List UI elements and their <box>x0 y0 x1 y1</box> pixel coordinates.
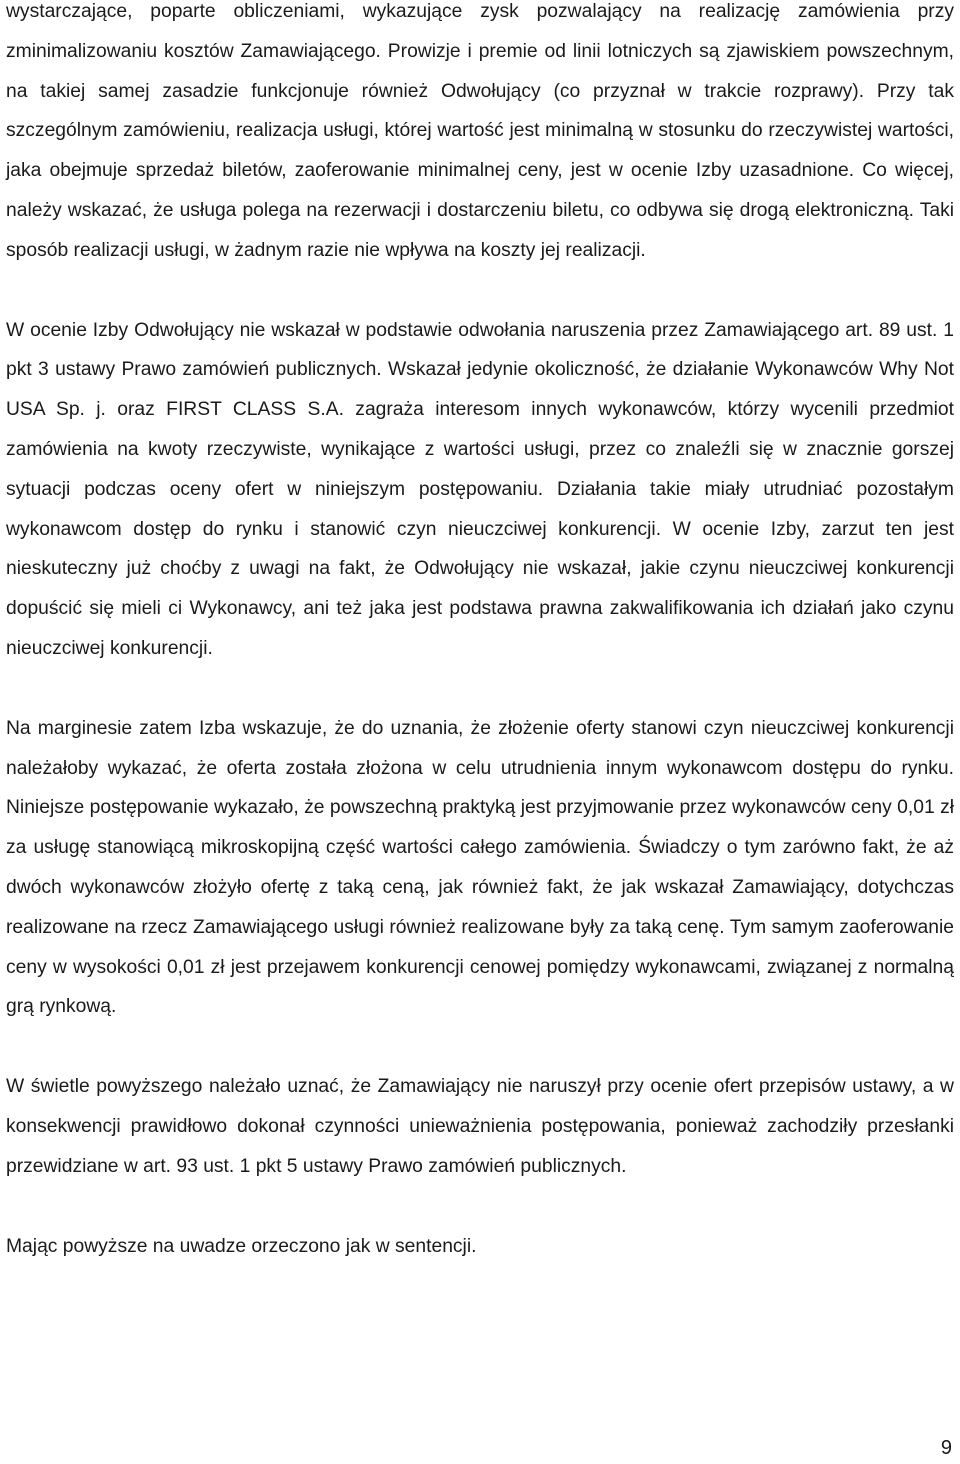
paragraph: W świetle powyższego należało uznać, że Zamawiający nie naruszył przy ocenie ofert przepisów ustawy, a w konsekwencji prawidłowo dokonał czynności unieważnienia postępowania, ponieważ zachodziły przesłanki przewidziane w art. 93 ust. 1 pkt 5 ustawy Prawo zamówień publicznych. <box>6 1076 954 1177</box>
document-page <box>6 0 954 1266</box>
paragraph: W ocenie Izby Odwołujący nie wskazał w podstawie odwołania naruszenia przez Zamawiającego art. 89 ust. 1 pkt 3 ustawy Prawo zamówień publicznych. Wskazał jedynie okoliczność, że działanie Wykonawców Why Not USA Sp. j. oraz FIRST CLASS S.A. zagraża interesom innych wykonawców, którzy wycenili przedmiot zamówienia na kwoty rzeczywiste, wynikające z wartości usługi, przez co znaleźli się w znacznie gorszej sytuacji podczas oceny ofert w niniejszym postępowaniu. Działania takie miały utrudniać pozostałym wykonawcom dostęp do rynku i stanowić czyn nieuczciwej konkurencji. W ocenie Izby, zarzut ten jest nieskuteczny już choćby z uwagi na fakt, że Odwołujący nie wskazał, jakie czynu nieuczciwej konkurencji dopuścić się mieli ci Wykonawcy, ani też jaka jest podstawa prawna zakwalifikowania ich działań jako czynu nieuczciwej konkurencji. <box>6 319 954 659</box>
page-number: 9 <box>940 1437 952 1459</box>
paragraph-gap <box>6 1027 954 1067</box>
paragraph: wystarczające, poparte obliczeniami, wykazujące zysk pozwalający na realizację zamówienia przy zminimalizowaniu kosztów Zamawiającego. Prowizje i premie od linii lotniczych są zjawiskiem powszechnym, na takiej samej zasadzie funkcjonuje również Odwołujący (co przyznał w trakcie rozprawy). Przy tak szczególnym zamówieniu, realizacja usługi, której wartość jest minimalną w stosunku do rzeczywistej wartości, jaka obejmuje sprzedaż biletów, zaoferowanie minimalnej ceny, jest w ocenie Izby uzasadnione. Co więcej, należy wskazać, że usługa polega na rezerwacji i dostarczeniu biletu, co odbywa się drogą elektroniczną. Taki sposób realizacji usługi, w żadnym razie nie wpływa na koszty jej realizacji. <box>6 1 954 261</box>
paragraph: Na marginesie zatem Izba wskazuje, że do uznania, że złożenie oferty stanowi czyn nieuczciwej konkurencji należałoby wykazać, że oferta została złożona w celu utrudnienia innym wykonawcom dostępu do rynku. Niniejsze postępowanie wykazało, że powszechną praktyką jest przyjmowanie przez wykonawców ceny 0,01 zł za usługę stanowiącą mikroskopijną część wartości całego zamówienia. Świadczy o tym zarówno fakt, że aż dwóch wykonawców złożyło ofertę z taką ceną, jak również fakt, że jak wskazał Zamawiający, dotychczas realizowane na rzecz Zamawiającego usługi również realizowane były za taką cenę. Tym samym zaoferowanie ceny w wysokości 0,01 zł jest przejawem konkurencji cenowej pomiędzy wykonawcami, związanej z normalną grą rynkową. <box>6 717 954 1018</box>
paragraph-gap <box>6 1187 954 1227</box>
paragraph: Mając powyższe na uwadze orzeczono jak w sentencji. <box>6 1235 477 1257</box>
paragraph-gap <box>6 669 954 709</box>
paragraph-gap <box>6 271 954 311</box>
